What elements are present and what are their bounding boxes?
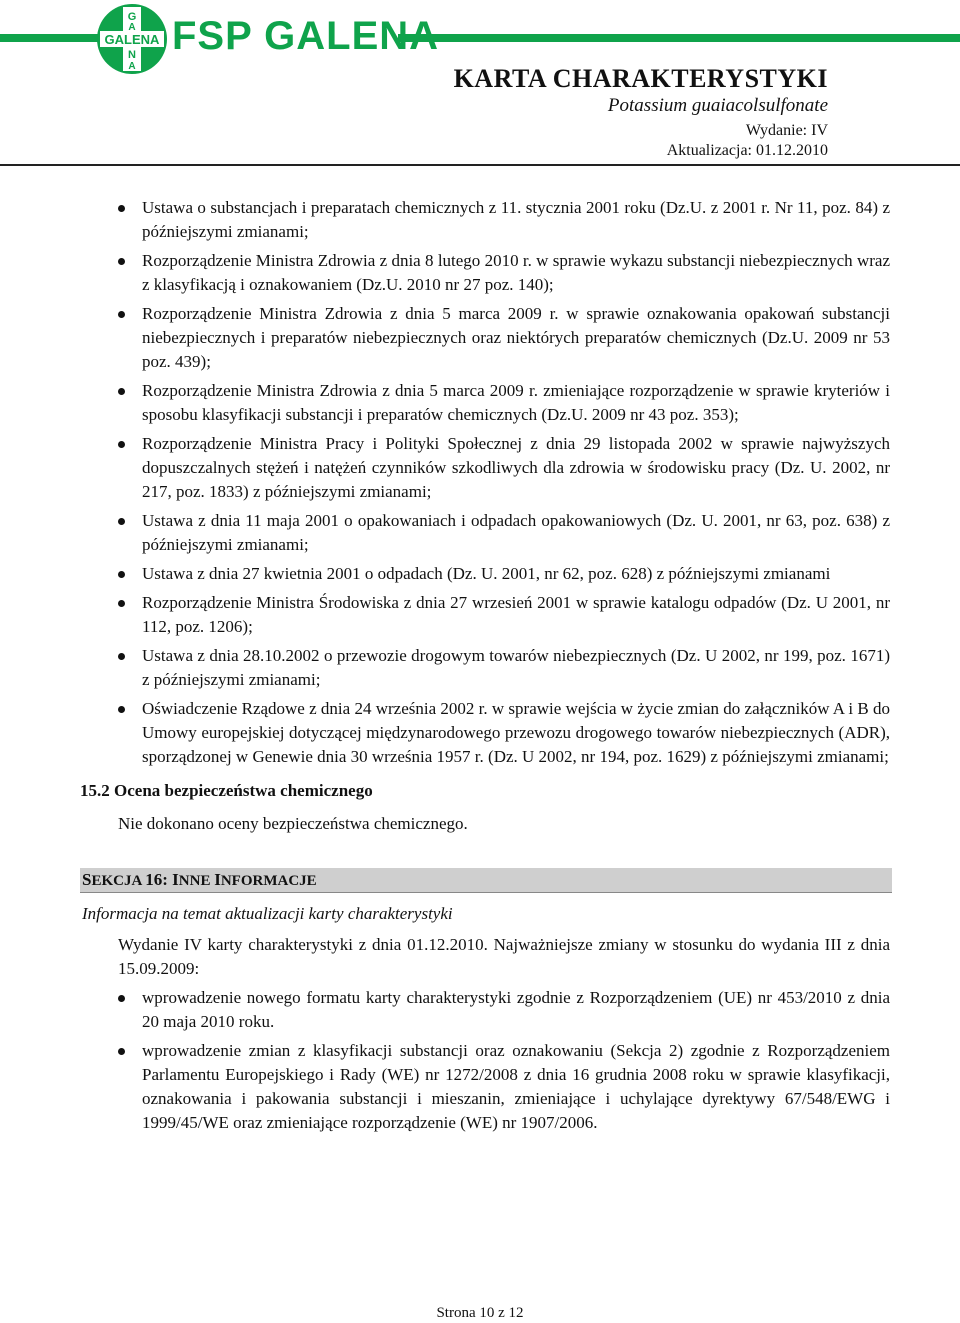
- page-number: Strona 10 z 12: [436, 1305, 524, 1321]
- subsection-title: 15.2 Ocena bezpieczeństwa chemicznego: [80, 781, 373, 800]
- page-content: [0, 196, 960, 1140]
- subsection-text: Nie dokonano oceny bezpieczeństwa chemicznego.: [118, 814, 468, 833]
- header-divider: [0, 164, 960, 166]
- bullet-icon: [118, 441, 125, 448]
- section-16-heading: SEKCJA 16: INNE INFORMACJE: [80, 868, 892, 893]
- bullet-icon: [118, 1048, 125, 1055]
- bullet-icon: [118, 311, 125, 318]
- document-title: KARTA CHARAKTERYSTYKI: [453, 64, 828, 93]
- bullet-icon: [118, 653, 125, 660]
- bullet-icon: [118, 995, 125, 1002]
- page-header: [0, 0, 960, 168]
- bullet-icon: [118, 600, 125, 607]
- bullet-icon: [118, 388, 125, 395]
- svg-text:GALENA: GALENA: [104, 32, 160, 47]
- list-item: Ustawa o substancjach i preparatach chemicznych z 11. stycznia 2001 roku (Dz.U. z 2001 r. Nr 11, poz. 84) z późniejszymi zmianami;: [0, 196, 960, 244]
- svg-text:A: A: [128, 61, 136, 72]
- edition-label: Wydanie: IV: [745, 122, 828, 139]
- galena-logo-icon: [96, 3, 168, 75]
- list-item: Rozporządzenie Ministra Pracy i Polityki Społecznej z dnia 29 listopada 2002 w sprawie najwyższych dopuszczalnych stężeń i natężeń czynników szkodliwych dla zdrowia w środowisku pracy (Dz. U. 2002, nr 217, poz. 1833) z późniejszymi zmianami;: [0, 432, 960, 504]
- svg-text:G: G: [127, 11, 137, 23]
- update-info-text: Wydanie IV karty charakterystyki z dnia 01.12.2010. Najważniejsze zmiany w stosunku do wydania III z dnia 15.09.2009:: [118, 935, 890, 978]
- list-item: Oświadczenie Rządowe z dnia 24 września 2002 r. w sprawie wejścia w życie zmian do załączników A i B do Umowy europejskiej dotyczącej międzynarodowego przewozu drogowego towarów niebezpiecznych (ADR), sporządzonej w Genewie dnia 30 września 1957 r. (Dz. U 2002, nr 194, poz. 1629) z późniejszymi zmianami;: [0, 697, 960, 769]
- update-info-heading: Informacja na temat aktualizacji karty charakterystyki: [82, 904, 453, 923]
- list-item: wprowadzenie zmian z klasyfikacji substancji oraz oznakowaniu (Sekcja 2) zgodnie z Rozporządzeniem Parlamentu Europejskiego i Rady (WE) nr 1272/2008 z dnia 16 grudnia 2008 roku w sprawie klasyfikacji, oznakowania i pakowania substancji i mieszanin, zmieniające i uchylające dyrektywy 67/548/EWG i 1999/45/WE oraz zmieniające rozporządzenie (WE) nr 1907/2006.: [0, 1039, 960, 1135]
- bullet-icon: [118, 571, 125, 578]
- bullet-icon: [118, 706, 125, 713]
- list-item: Ustawa z dnia 11 maja 2001 o opakowaniach i odpadach opakowaniowych (Dz. U. 2001, nr 63, poz. 638) z późniejszymi zmianami;: [0, 509, 960, 557]
- list-item: Ustawa z dnia 28.10.2002 o przewozie drogowym towarów niebezpiecznych (Dz. U 2002, nr 199, poz. 1671) z późniejszymi zmianami;: [0, 644, 960, 692]
- list-item: Rozporządzenie Ministra Zdrowia z dnia 5 marca 2009 r. w sprawie oznakowania opakowań substancji niebezpiecznych i preparatów niebezpiecznych oraz niektórych preparatów chemicznych (Dz.U. 2009 nr 53 poz. 439);: [0, 302, 960, 374]
- bullet-icon: [118, 205, 125, 212]
- list-item: Rozporządzenie Ministra Zdrowia z dnia 8 lutego 2010 r. w sprawie wykazu substancji niebezpiecznych wraz z klasyfikacją i oznakowaniem (Dz.U. 2010 nr 27 poz. 140);: [0, 249, 960, 297]
- list-item: Rozporządzenie Ministra Środowiska z dnia 27 wrzesień 2001 w sprawie katalogu odpadów (Dz. U 2001, nr 112, poz. 1206);: [0, 591, 960, 639]
- svg-text:N: N: [128, 49, 136, 61]
- bullet-icon: [118, 518, 125, 525]
- svg-text:A: A: [128, 22, 136, 33]
- list-item: Ustawa z dnia 27 kwietnia 2001 o odpadach (Dz. U. 2001, nr 62, poz. 628) z późniejszymi zmianami: [0, 562, 960, 586]
- changes-list: [0, 986, 960, 1135]
- list-item: wprowadzenie nowego formatu karty charakterystyki zgodnie z Rozporządzeniem (UE) nr 453/2010 z dnia 20 maja 2010 roku.: [0, 986, 960, 1034]
- list-item: Rozporządzenie Ministra Zdrowia z dnia 5 marca 2009 r. zmieniające rozporządzenie w sprawie kryteriów i sposobu klasyfikacji substancji i preparatów chemicznych (Dz.U. 2009 nr 43 poz. 353);: [0, 379, 960, 427]
- regulations-list: [0, 196, 960, 769]
- update-date: Aktualizacja: 01.12.2010: [666, 142, 828, 159]
- logo-text: FSP GALENA: [172, 14, 440, 58]
- substance-name: Potassium guaiacolsulfonate: [607, 95, 828, 116]
- bullet-icon: [118, 258, 125, 265]
